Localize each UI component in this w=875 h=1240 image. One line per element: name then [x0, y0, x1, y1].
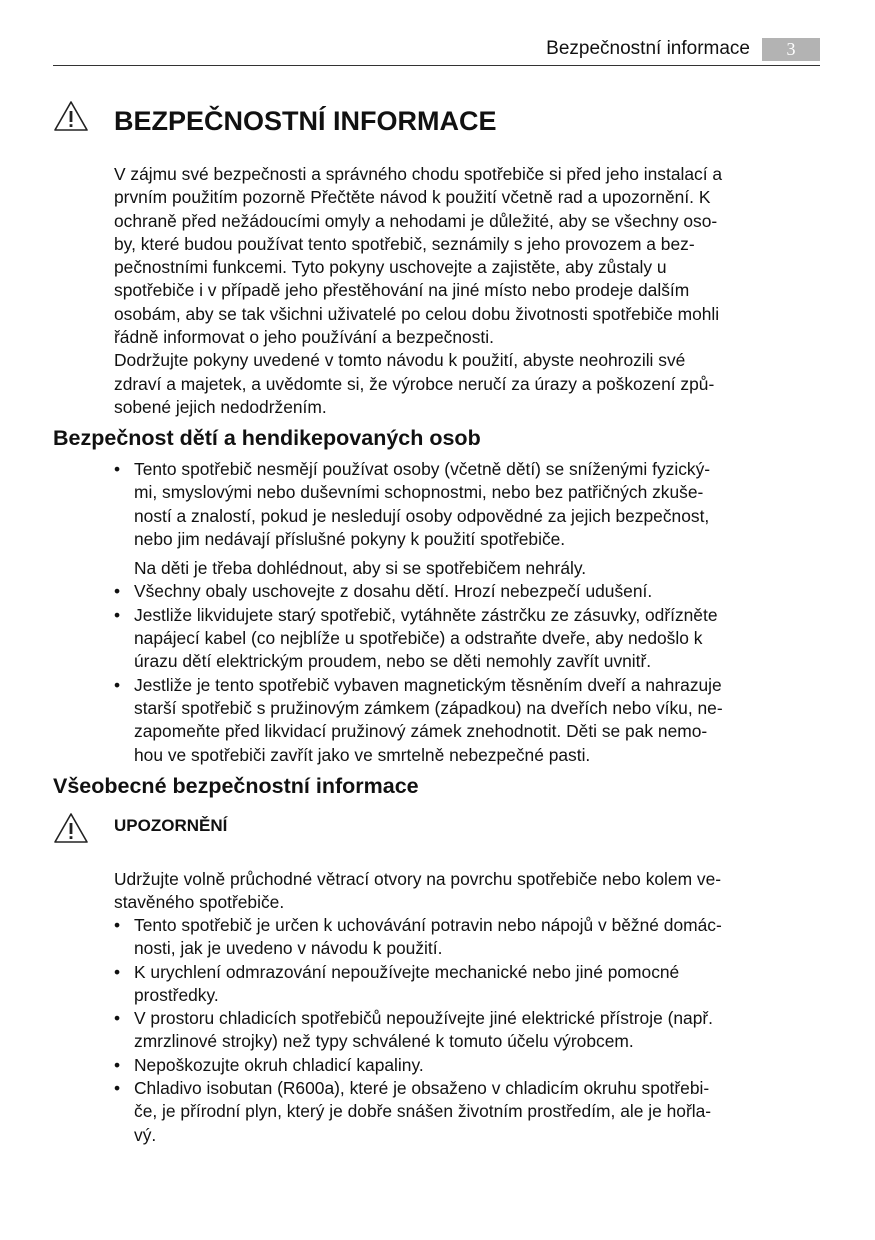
- list-item: • Chladivo isobutan (R600a), které je obsaženo v chladicím okruhu spotřebi- če, je přírodní plyn, který je dobře snášen životním prostředím, ale je hořla- vý.: [114, 1077, 824, 1147]
- bullet-marker: •: [114, 915, 121, 935]
- bullet-marker: •: [114, 1008, 121, 1029]
- list-item-note: Na děti je třeba dohlédnout, aby si se spotřebičem nehrály.: [134, 558, 587, 579]
- bullet-marker: •: [114, 604, 121, 625]
- intro-paragraph: V zájmu své bezpečnosti a správného chodu spotřebiče si před jeho instalací a prvním použitím pozorně Přečtěte návod k použití včetně rad a upozornění. K ochraně před nežádoucími omyly a nehodami je důležité, aby se všechny oso- by, které budou používat tento spotřebič, seznámily s jeho provozem a bez- pečnostními funkcemi. Tyto pokyny uschovejte a zajistěte, aby zůstaly u spotřebiče i v případě jeho přestěhování na jiné místo nebo prodeje dalším osobám, aby se tak všichni uživatelé po celou dobu životnosti spotřebiče mohli řádně informovat o jeho používání a bezpečnosti. Dodržujte pokyny uvedené v tomto návodu k použití, abyste neohrozili své zdraví a majetek, a uvědomte si, že výrobce neručí za úrazy a poškození způ- sobené jejich nedodržením.: [114, 164, 723, 417]
- warning-triangle-icon: [53, 812, 89, 844]
- bullet-marker: •: [114, 581, 121, 602]
- bullet-marker: •: [114, 1054, 121, 1075]
- bullet-marker: •: [114, 459, 121, 479]
- header-divider: [53, 65, 820, 66]
- list-item: • K urychlení odmrazování nepoužívejte mechanické nebo jiné pomocné prostředky.: [114, 961, 824, 1008]
- list-item: • Tento spotřebič je určen k uchovávání potravin nebo nápojů v běžné domác- nosti, jak je uvedeno v návodu k použití.: [114, 914, 824, 961]
- list-item: • Nepoškozujte okruh chladicí kapaliny.: [114, 1054, 824, 1077]
- page-number: 3: [762, 38, 820, 61]
- warning-triangle-icon: [53, 100, 89, 132]
- bullet-marker: •: [114, 961, 121, 982]
- general-safety-list: [114, 914, 824, 1147]
- section-heading-children-safety: Bezpečnost dětí a hendikepovaných osob: [53, 426, 481, 450]
- list-item: • Jestliže je tento spotřebič vybaven magnetickým těsněním dveří a nahrazuje starší spotřebič s pružinovým zámkem (západkou) na dveřích nebo víku, ne- zapomeňte před likvidací pružinový zámek znehodnotit. Děti se pak nemo- hou ve spotřebiči zavřít jako ve smrtelně nebezpečné pasti.: [114, 674, 824, 767]
- list-item: • Tento spotřebič nesmějí používat osoby (včetně dětí) se sníženými fyzický- mi, smyslovými nebo duševními schopnostmi, nebo bez patřičných zkuše- ností a znalostí, pokud je nesledují osoby odpovědné za jejich bezpečnost, nebo jim nedávají příslušné pokyny k použití spotřebiče.: [114, 458, 824, 551]
- children-safety-list: [114, 458, 824, 767]
- bullet-marker: •: [114, 1078, 121, 1099]
- list-item: • Všechny obaly uschovejte z dosahu dětí. Hrozí nebezpečí udušení.: [114, 580, 824, 603]
- warning-paragraph: Udržujte volně průchodné větrací otvory na povrchu spotřebiče nebo kolem ve- stavěného spotřebiče.: [114, 869, 722, 913]
- list-item: • V prostoru chladicích spotřebičů nepoužívejte jiné elektrické přístroje (např. zmrzlinové strojky) než typy schválené k tomuto účelu výrobcem.: [114, 1007, 824, 1054]
- page-title: BEZPEČNOSTNÍ INFORMACE: [114, 106, 497, 136]
- warning-label: UPOZORNĚNÍ: [114, 816, 228, 835]
- running-header-title: Bezpečnostní informace: [546, 38, 750, 59]
- list-item: • Jestliže likvidujete starý spotřebič, vytáhněte zástrčku ze zásuvky, odřízněte napájecí kabel (co nejblíže u spotřebiče) a odstraňte dveře, aby nedošlo k úrazu dětí elektrickým proudem, nebo se děti nemohly zavřít uvnitř.: [114, 604, 824, 674]
- section-heading-general-safety: Všeobecné bezpečnostní informace: [53, 774, 419, 798]
- bullet-marker: •: [114, 674, 121, 695]
